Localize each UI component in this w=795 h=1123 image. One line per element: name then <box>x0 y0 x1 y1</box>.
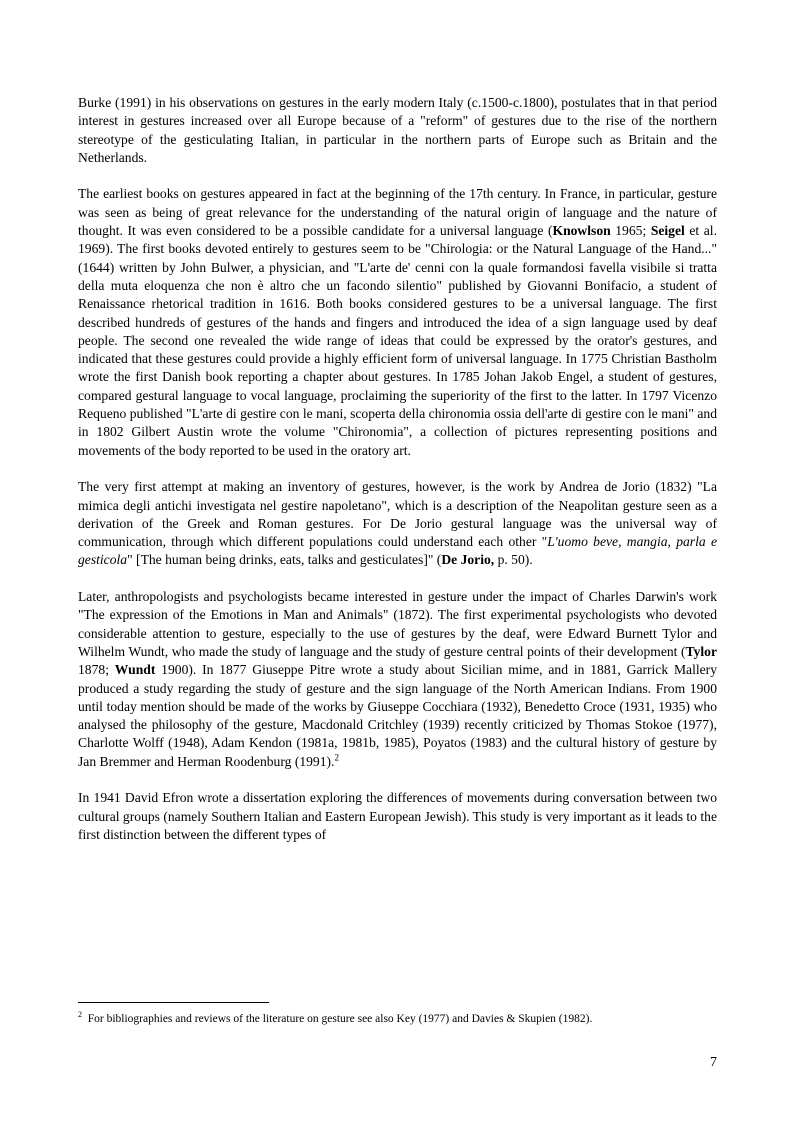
text-run: Tylor <box>685 643 717 659</box>
text-run: 1878; <box>78 662 115 678</box>
document-body <box>78 94 717 862</box>
paragraph <box>78 94 717 167</box>
footnote-text: For bibliographies and reviews of the literature on gesture see also Key (1977) and Davies & Skupien (1982). <box>87 1013 593 1025</box>
footnote-separator <box>78 1002 269 1003</box>
text-run: In 1941 David Efron wrote a dissertation exploring the differences of movements during conversation between two cultural groups (namely Southern Italian and Eastern European Jewish). This study is very important as it leads to the first distinction between the different types of <box>78 790 717 842</box>
text-run: L'uomo beve, mangia, parla e gesticola <box>78 534 717 568</box>
text-run: p. 50). <box>494 552 533 568</box>
text-run: Knowlson <box>552 223 611 239</box>
text-run: Wundt <box>114 662 156 678</box>
text-run: et al. 1969). The first books devoted entirely to gestures seem to be "Chirologia: or the Natural Language of the Hand..." (1644) written by John Bulwer, a physician, and "L'arte de' cenni con la quale formandosi favella visibile si tratta della muta eloquenza che non è altro che un facondo silentio" published by Giovanni Bonifacio, a student of Renaissance rhetorical tradition in 1616. Both books considered gestures to be a universal language. The first described hundreds of gestures of the hands and fingers and introduced the idea of a sign language used by deaf people. The second one revealed the wide range of ideas that could be expressed by the orator's gestures, and indicated that these gestures could provide a highly efficient form of universal language. In 1775 Christian Bastholm wrote the first Danish book reporting a chapter about gestures. In 1785 Johan Jakob Engel, a student of gestures, compared gestural language to vocal language, proclaiming the superiority of the first to the latter. In 1797 Vicenzo Requeno published "L'arte di gestire con le mani, scoperta della chironomia ossia dell'arte di gestire con le mani" and in 1802 Gilbert Austin wrote the volume "Chironomia", a collection of pictures representing positions and movements of the body reported to be used in the oratory art. <box>78 223 717 458</box>
text-run: 1900). In 1877 Giuseppe Pitre wrote a study about Sicilian mime, and in 1881, Garrick Mallery produced a study regarding the study of gesture and the sign language of the North American Indians. From 1900 until today mention should be made of the works by Giuseppe Cocchiara (1932), Benedetto Croce (1931, 1935) who analysed the philosophy of the gesture, Macdonald Critchley (1939) recently criticized by Thomas Stokoe (1977), Charlotte Wolff (1948), Adam Kendon (1981a, 1981b, 1985), Poyatos (1983) and the cultural history of gesture by Jan Bremmer and Herman Roodenburg (1991). <box>78 662 717 769</box>
paragraph <box>78 588 717 771</box>
text-run: Seigel <box>650 223 685 239</box>
paragraph <box>78 185 717 459</box>
footnote-marker: 2 <box>78 1010 82 1020</box>
paragraph <box>78 478 717 569</box>
footnote-reference: 2 <box>334 752 339 763</box>
text-run: 1965; <box>610 223 651 239</box>
text-run: Later, anthropologists and psychologists became interested in gesture under the impact of Charles Darwin's work "The expression of the Emotions in Man and Animals" (1872). The first experimental psychologists who devoted considerable attention to gesture, especially to the use of gestures by the deaf, were Edward Burnett Tylor and Wilhelm Wundt, who made the study of language and the study of gesture central points of their development ( <box>78 589 717 659</box>
paragraph <box>78 789 717 844</box>
text-run: The earliest books on gestures appeared in fact at the beginning of the 17th century. In France, in particular, gesture was seen as being of great relevance for the understanding of the natural origin of language and the nature of thought. It was even considered to be a possible candidate for a universal language ( <box>78 186 717 239</box>
footnote <box>78 1012 717 1027</box>
page-number: 7 <box>710 1055 717 1070</box>
text-run: De Jorio, <box>441 552 495 568</box>
text-run: The very first attempt at making an inventory of gestures, however, is the work by Andrea de Jorio (1832) "La mimica degli antichi investigata nel gestire napoletano", which is a description of the Neapolitan gesture seen as a derivation of the Greek and Roman gestures. For De Jorio gestural language was the universal way of communication, through which different populations could understand each other " <box>78 479 717 550</box>
text-run: Burke (1991) in his observations on gestures in the early modern Italy (c.1500-c.1800), postulates that in that period interest in gestures increased over all Europe because of a "reform" of gestures due to the rise of the northern stereotype of the gesticulating Italian, in particular in the northern parts of Europe such as Britain and the Netherlands. <box>78 95 717 165</box>
text-run: " [The human being drinks, eats, talks and gesticulates]" ( <box>127 552 442 568</box>
